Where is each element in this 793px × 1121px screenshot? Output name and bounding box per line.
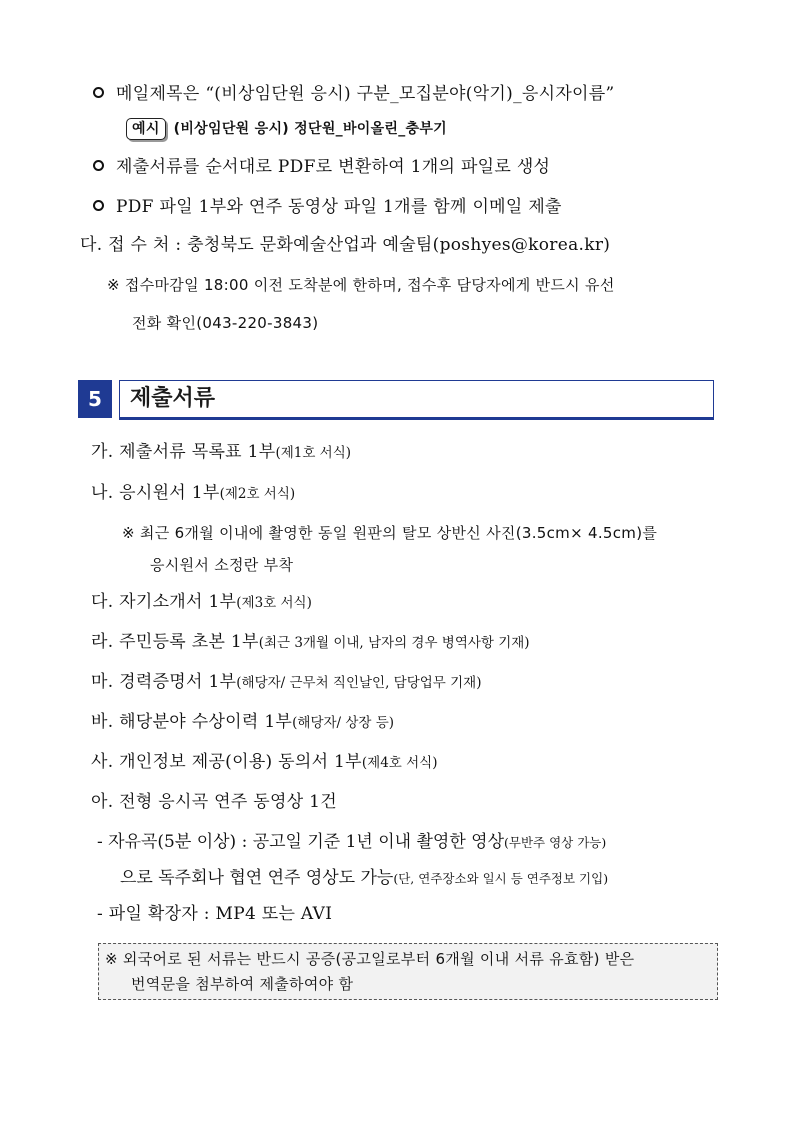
- notice-box: [98, 943, 718, 1000]
- doc-item-ba: 바. 해당분야 수상이력 1부(해당자/ 상장 등): [91, 712, 395, 732]
- bullet-pdf-convert: 제출서류를 순서대로 PDF로 변환하여 1개의 파일로 생성: [93, 155, 550, 179]
- bullet-email-submit: PDF 파일 1부와 연주 동영상 파일 1개를 함께 이메일 제출: [93, 195, 562, 219]
- reception-note-line2: 전화 확인(043-220-3843): [132, 314, 319, 332]
- doc-item-ma: 마. 경력증명서 1부(해당자/ 근무처 직인날인, 담당업무 기재): [91, 672, 482, 692]
- doc-item-a: 아. 전형 응시곡 연주 동영상 1건: [91, 792, 338, 812]
- doc-item-ra: 라. 주민등록 초본 1부(최근 3개월 이내, 남자의 경우 병역사항 기재): [91, 632, 530, 652]
- doc-note-photo-line1: ※ 최근 6개월 이내에 촬영한 동일 원판의 탈모 상반신 사진(3.5cm× 4.5cm)를: [122, 524, 658, 542]
- example-badge: 예시: [126, 118, 166, 140]
- example-text: (비상임단원 응시) 정단원_바이올린_충부기: [173, 121, 448, 137]
- section-header: [119, 380, 714, 420]
- circle-bullet-icon: [93, 200, 104, 211]
- circle-bullet-icon: [93, 160, 104, 171]
- reception-note-line1: ※ 접수마감일 18:00 이전 도착분에 한하며, 접수후 담당자에게 반드시 유선: [107, 276, 615, 294]
- doc-file-extension: - 파일 확장자 : MP4 또는 AVI: [97, 904, 333, 924]
- doc-free-piece-line2: 으로 독주회나 협연 연주 영상도 가능(단, 연주장소와 일시 등 연주정보 기입): [120, 868, 609, 888]
- doc-note-photo-line2: 응시원서 소정란 부착: [150, 556, 294, 574]
- doc-item-sa: 사. 개인정보 제공(이용) 동의서 1부(제4호 서식): [91, 752, 438, 772]
- section-title: 제출서류: [130, 386, 216, 411]
- doc-item-da: 다. 자기소개서 1부(제3호 서식): [91, 592, 312, 612]
- bullet-mail-subject: 메일제목은 “(비상임단원 응시) 구분_모집분야(악기)_응시자이름”: [93, 82, 614, 106]
- reception-line: 다. 접 수 처 : 충청북도 문화예술산업과 예술팀(poshyes@korea.kr): [80, 235, 611, 255]
- section-number: 5: [78, 380, 112, 418]
- circle-bullet-icon: [93, 87, 104, 98]
- notice-line1: ※ 외국어로 된 서류는 반드시 공증(공고일로부터 6개월 이내 서류 유효함) 받은: [105, 950, 635, 968]
- doc-item-na: 나. 응시원서 1부(제2호 서식): [91, 483, 296, 503]
- doc-item-ga: 가. 제출서류 목록표 1부(제1호 서식): [91, 442, 352, 462]
- example-line: [126, 116, 447, 141]
- notice-line2: 번역문을 첨부하여 제출하여야 함: [131, 975, 354, 993]
- doc-free-piece-line1: - 자유곡(5분 이상) : 공고일 기준 1년 이내 촬영한 영상(무반주 영상 가능): [97, 832, 607, 852]
